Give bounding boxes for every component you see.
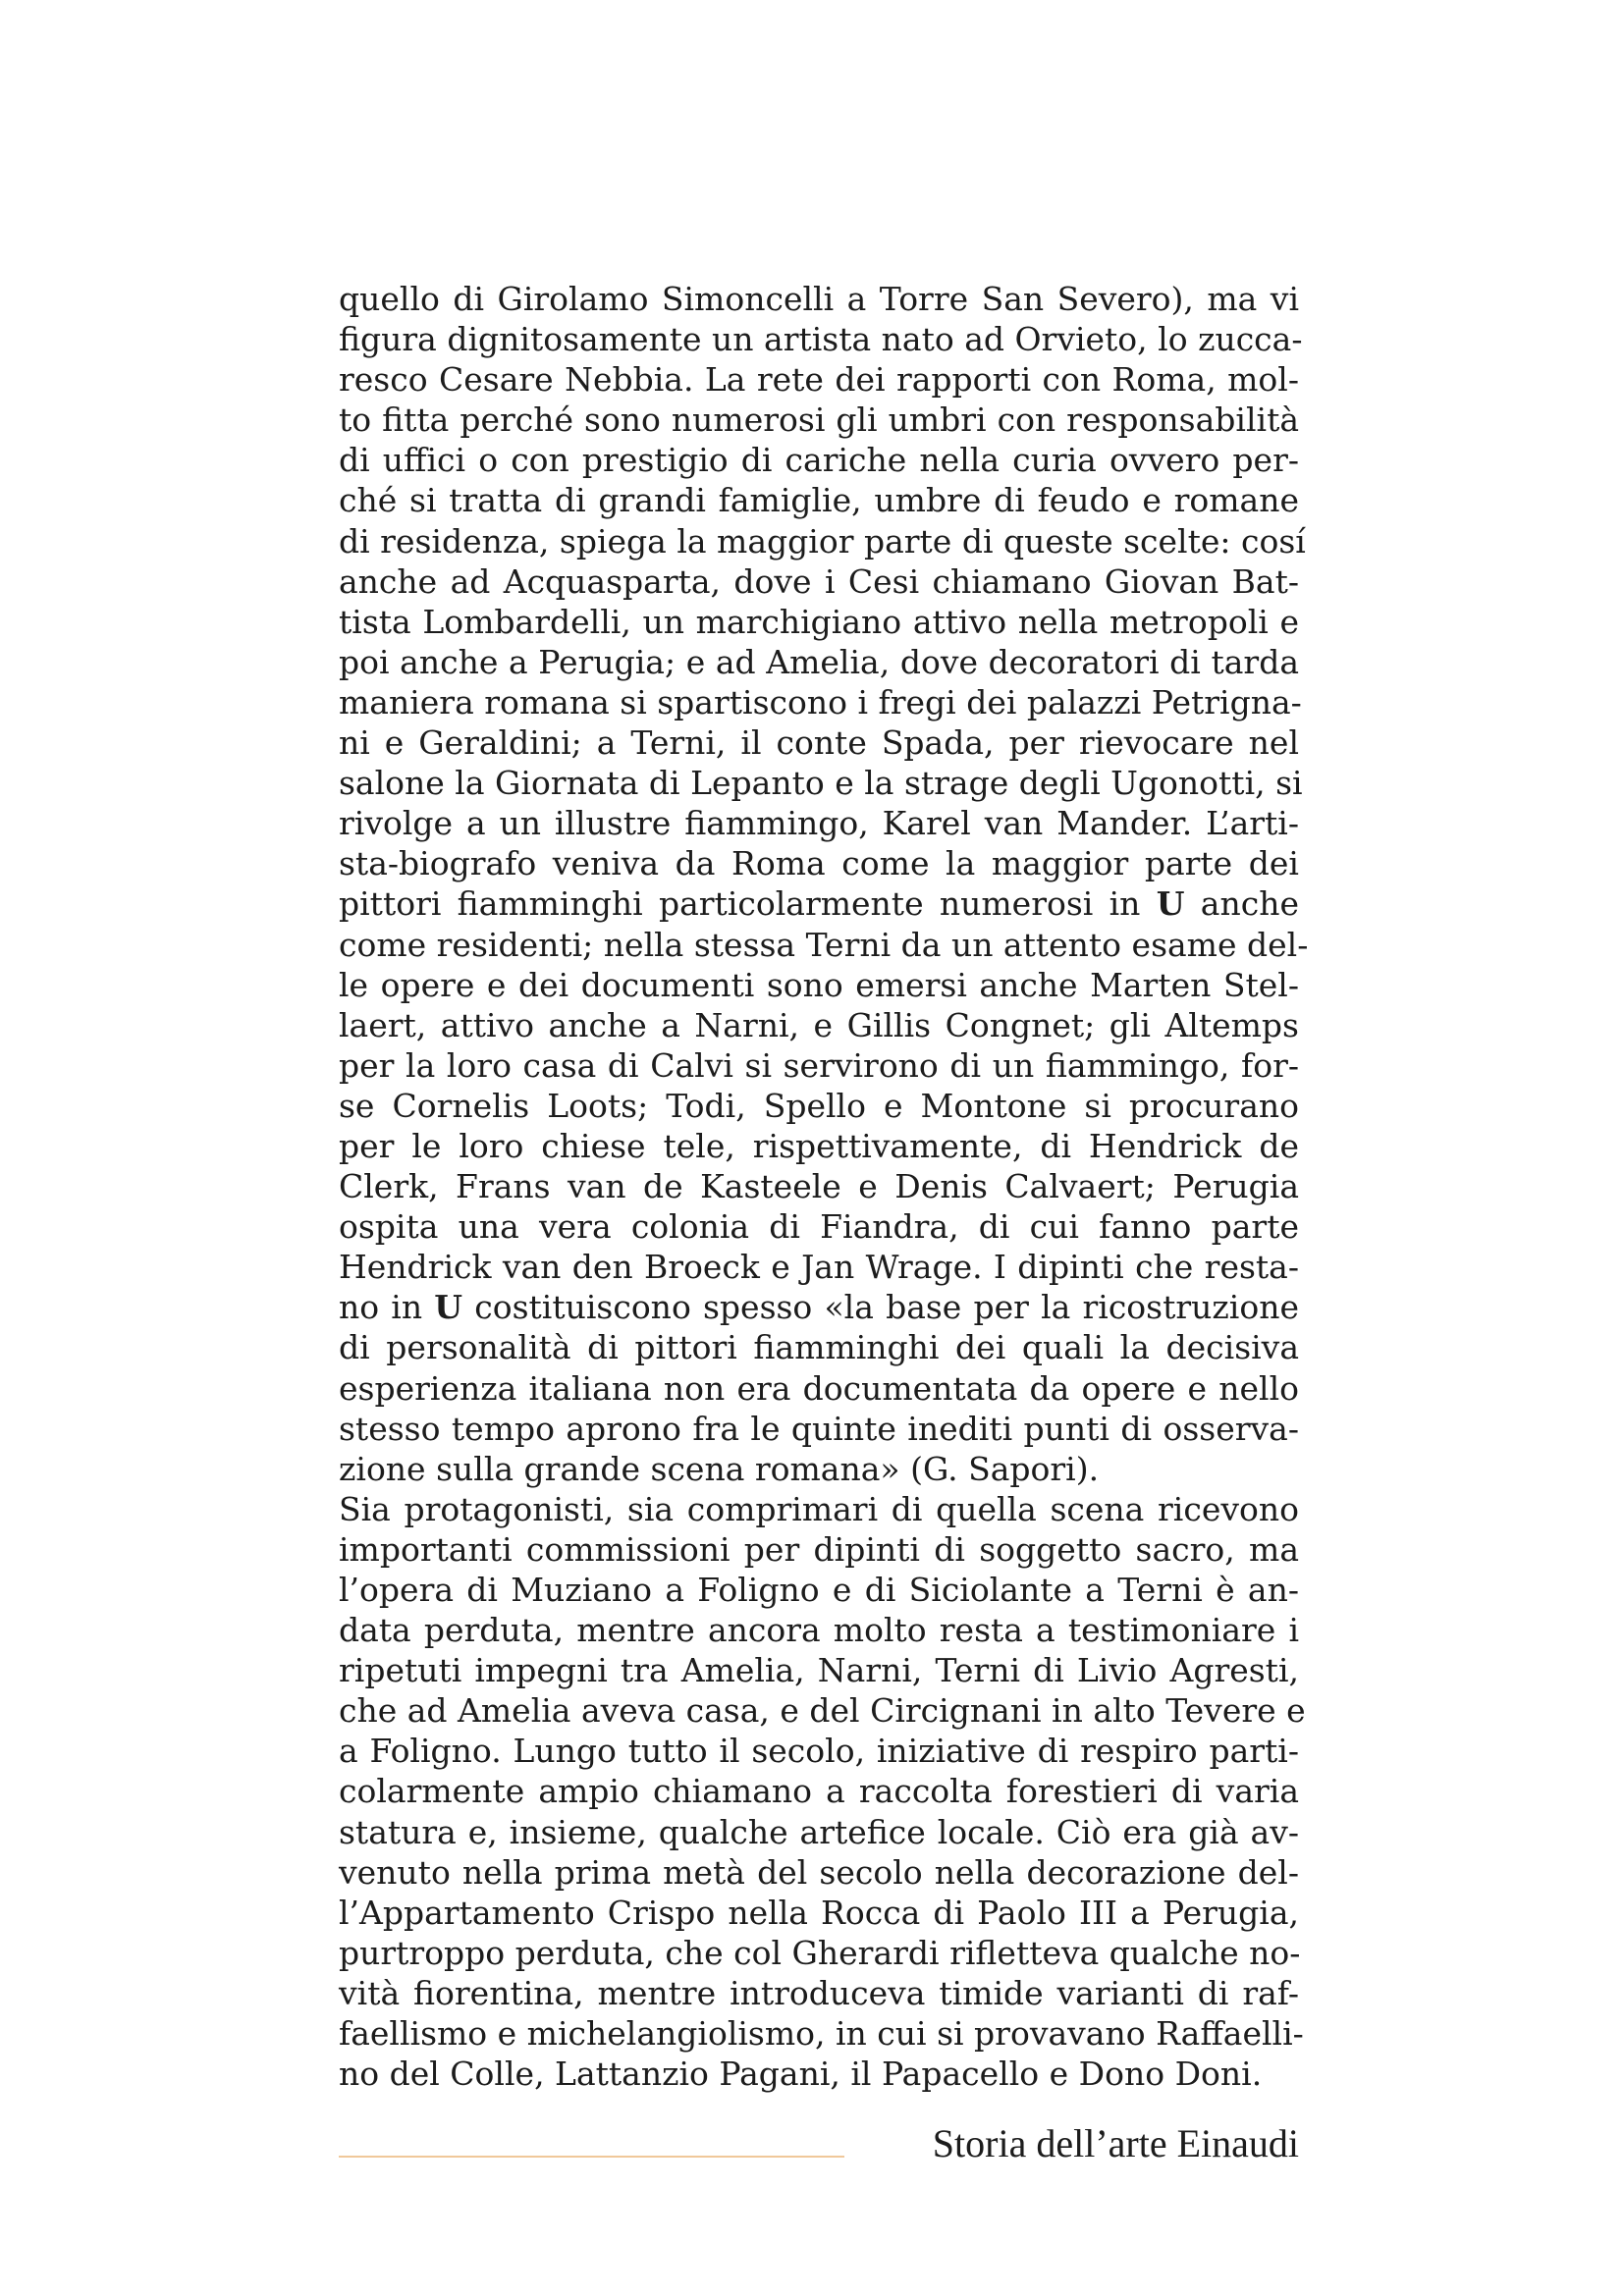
text-line: le opere e dei documenti sono emersi anche Marten Stel-	[339, 965, 1299, 1004]
text-line: venuto nella prima metà del secolo nella decorazione del-	[339, 1852, 1299, 1892]
text-line: per la loro casa di Calvi si servirono di un fiammingo, for-	[339, 1045, 1299, 1085]
text-line: per le loro chiese tele, rispettivamente, di Hendrick de	[339, 1126, 1299, 1165]
siglum-u: U	[1156, 884, 1185, 924]
text-line: Clerk, Frans van de Kasteele e Denis Calvaert; Perugia	[339, 1167, 1299, 1206]
text-line: figura dignitosamente un artista nato ad Orvieto, lo zucca-	[339, 320, 1303, 359]
body-text	[339, 279, 1309, 2094]
text-line: maniera romana si spartiscono i fregi dei palazzi Petrigna-	[339, 682, 1302, 721]
footer-title: Storia dell’arte Einaudi	[932, 2121, 1299, 2165]
text-line: che ad Amelia aveva casa, e del Circignani in alto Tevere e	[339, 1691, 1306, 1731]
text-line: resco Cesare Nebbia. La rete dei rapporti con Roma, mol-	[339, 360, 1299, 400]
text-line: tista Lombardelli, un marchigiano attivo nella metropoli e	[339, 602, 1299, 641]
text-line: laert, attivo anche a Narni, e Gillis Congnet; gli Altemps	[339, 1005, 1299, 1044]
text-line: di uffici o con prestigio di cariche nella curia ovvero per-	[339, 441, 1299, 480]
text-line: ché si tratta di grandi famiglie, umbre di feudo e romane	[339, 481, 1299, 520]
text-line: anche ad Acquasparta, dove i Cesi chiamano Giovan Bat-	[339, 561, 1299, 601]
text-line: rivolge a un illustre fiammingo, Karel van Mander. L’arti-	[339, 804, 1299, 843]
text-line: sta-biografo veniva da Roma come la maggior parte dei	[339, 844, 1299, 883]
text-line: esperienza italiana non era documentata da opere e nello	[339, 1368, 1299, 1408]
siglum-u: U	[434, 1288, 463, 1327]
text-line: ospita una vera colonia di Fiandra, di cui fanno parte	[339, 1207, 1299, 1247]
text-line: come residenti; nella stessa Terni da un attento esame del-	[339, 925, 1309, 964]
text-line: no in U costituiscono spesso «la base per la ricostruzione	[339, 1288, 1299, 1327]
text-line: pittori fiamminghi particolarmente numerosi in U anche	[339, 884, 1299, 924]
text-line: a Foligno. Lungo tutto il secolo, iniziative di respiro parti-	[339, 1732, 1299, 1771]
text-line: di personalità di pittori fiamminghi dei quali la decisiva	[339, 1328, 1299, 1367]
text-line: statura e, insieme, qualche artefice locale. Ciò era già av-	[339, 1812, 1299, 1851]
text-line: vità fiorentina, mentre introduceva timide varianti di raf-	[339, 1973, 1299, 2012]
text-line: ni e Geraldini; a Terni, il conte Spada, per rievocare nel	[339, 723, 1299, 763]
page-footer	[339, 2116, 1299, 2171]
text-line: se Cornelis Loots; Todi, Spello e Montone si procurano	[339, 1086, 1299, 1125]
text-line: data perduta, mentre ancora molto resta a testimoniare i	[339, 1611, 1299, 1650]
text-line: stesso tempo aprono fra le quinte inediti punti di osserva-	[339, 1409, 1299, 1448]
text-line: salone la Giornata di Lepanto e la strage degli Ugonotti, si	[339, 764, 1303, 803]
text-line: zione sulla grande scena romana» (G. Sapori).	[339, 1449, 1100, 1488]
text-line: di residenza, spiega la maggior parte di queste scelte: cosí	[339, 521, 1306, 561]
text-line: to fitta perché sono numerosi gli umbri con responsabilità	[339, 400, 1299, 440]
text-line: ripetuti impegni tra Amelia, Narni, Terni di Livio Agresti,	[339, 1651, 1299, 1690]
text-line: colarmente ampio chiamano a raccolta forestieri di varia	[339, 1772, 1299, 1811]
text-line: faellismo e michelangiolismo, in cui si provavano Raffaelli-	[339, 2014, 1304, 2054]
text-line: poi anche a Perugia; e ad Amelia, dove decoratori di tarda	[339, 642, 1299, 681]
text-line: purtroppo perduta, che col Gherardi rifletteva qualche no-	[339, 1933, 1301, 1972]
text-line: l’opera di Muziano a Foligno e di Siciolante a Terni è an-	[339, 1571, 1299, 1609]
text-line: l’Appartamento Crispo nella Rocca di Paolo III a Perugia,	[339, 1893, 1299, 1932]
text-line: quello di Girolamo Simoncelli a Torre San Severo), ma vi	[339, 280, 1299, 318]
footer-rule	[339, 2156, 844, 2158]
text-line: Sia protagonisti, sia comprimari di quella scena ricevono	[339, 1489, 1299, 1528]
text-line: importanti commissioni per dipinti di soggetto sacro, ma	[339, 1529, 1299, 1569]
text-line: no del Colle, Lattanzio Pagani, il Papacello e Dono Doni.	[339, 2055, 1263, 2094]
text-line: Hendrick van den Broeck e Jan Wrage. I dipinti che resta-	[339, 1248, 1299, 1287]
